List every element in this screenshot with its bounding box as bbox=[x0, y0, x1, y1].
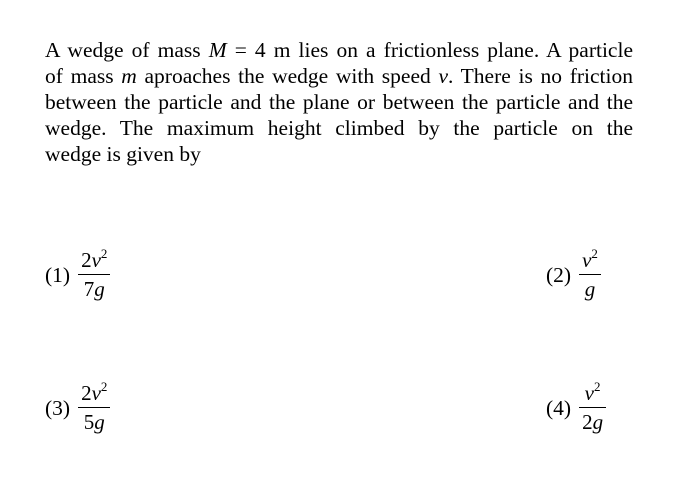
numerator-variable: v bbox=[584, 381, 594, 405]
fraction-denominator bbox=[579, 408, 606, 433]
fraction-denominator bbox=[582, 275, 599, 300]
numerator-exponent: 2 bbox=[100, 379, 108, 394]
option-fraction bbox=[579, 379, 606, 434]
denominator-coefficient: 2 bbox=[582, 410, 593, 434]
question-line-2 bbox=[45, 63, 633, 89]
variable-m: m bbox=[121, 64, 137, 88]
option-4[interactable] bbox=[546, 379, 606, 434]
option-label: (3) bbox=[45, 395, 71, 420]
denominator-variable: g bbox=[584, 277, 596, 301]
fraction-denominator bbox=[81, 275, 108, 300]
fraction-numerator bbox=[582, 379, 604, 407]
numerator-variable: v bbox=[582, 248, 592, 272]
option-label: (1) bbox=[45, 262, 71, 287]
numerator-variable: v bbox=[91, 248, 101, 272]
variable-M: M bbox=[208, 38, 227, 62]
numerator-coefficient: 2 bbox=[81, 248, 92, 272]
question-text-segment: A wedge of mass bbox=[45, 38, 209, 62]
numerator-exponent: 2 bbox=[100, 246, 108, 261]
question-line-1 bbox=[45, 37, 633, 63]
option-label: (2) bbox=[546, 262, 572, 287]
variable-v: v bbox=[438, 64, 448, 88]
fraction-denominator bbox=[81, 408, 108, 433]
option-fraction bbox=[78, 379, 110, 434]
denominator-coefficient: 5 bbox=[83, 410, 95, 434]
question-text-segment: . There is no friction bbox=[448, 64, 633, 88]
question-text-segment: = 4 m lies on a frictionless plane. A particle bbox=[226, 38, 633, 62]
numerator-exponent: 2 bbox=[591, 246, 598, 261]
option-3[interactable] bbox=[45, 379, 110, 434]
fraction-numerator bbox=[579, 246, 601, 274]
fraction-numerator bbox=[78, 246, 110, 274]
fraction-numerator bbox=[78, 379, 110, 407]
numerator-coefficient: 2 bbox=[81, 381, 92, 405]
question-text-segment: of mass bbox=[45, 64, 122, 88]
option-label: (4) bbox=[546, 395, 572, 420]
option-1[interactable] bbox=[45, 246, 110, 301]
question-line-5: wedge is given by bbox=[45, 142, 201, 166]
denominator-coefficient: 7 bbox=[83, 277, 95, 301]
denominator-variable: g bbox=[592, 410, 604, 434]
question-text-segment: aproaches the wedge with speed bbox=[136, 64, 439, 88]
option-fraction bbox=[579, 246, 601, 301]
denominator-variable: g bbox=[94, 277, 105, 301]
numerator-variable: v bbox=[91, 381, 101, 405]
option-fraction bbox=[78, 246, 110, 301]
question-text bbox=[45, 37, 633, 167]
question-line-3: between the particle and the plane or between the particle and the bbox=[45, 90, 633, 114]
denominator-variable: g bbox=[94, 410, 105, 434]
numerator-exponent: 2 bbox=[593, 379, 601, 394]
question-line-4: wedge. The maximum height climbed by the particle on the bbox=[45, 116, 633, 140]
option-2[interactable] bbox=[546, 246, 601, 301]
